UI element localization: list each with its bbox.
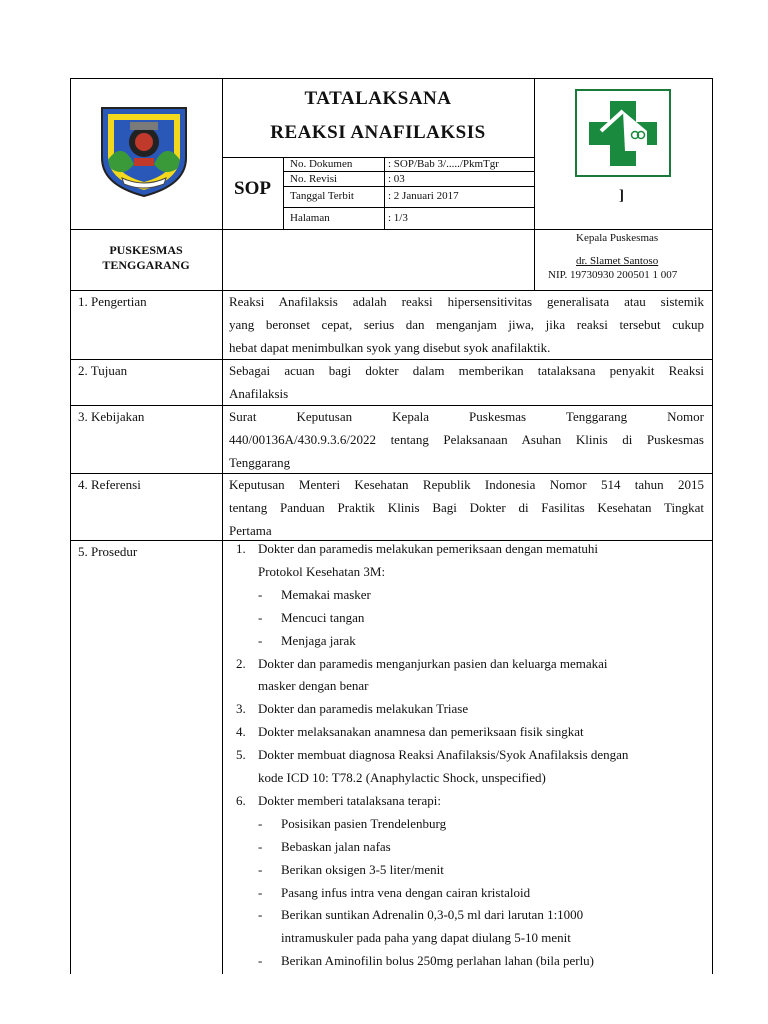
procedure-subitem: Memakai masker bbox=[281, 586, 371, 602]
bullet-dash: - bbox=[258, 953, 263, 969]
signature-mark: ] bbox=[619, 188, 624, 204]
signer-nip: NIP. 19730930 200501 1 007 bbox=[548, 269, 678, 281]
org-name: PUSKESMAS TENGGARANG bbox=[102, 243, 190, 272]
procedure-step: Dokter dan paramedis menganjurkan pasien dan keluarga memakai bbox=[258, 655, 608, 671]
procedure-step: Dokter dan paramedis melakukan Triase bbox=[258, 701, 469, 717]
procedure-step: Protokol Kesehatan 3M: bbox=[258, 563, 386, 579]
procedure-step: Dokter dan paramedis melakukan pemeriksaan dengan mematuhi bbox=[258, 541, 599, 556]
section-label-kebijakan: 3. Kebijakan bbox=[78, 409, 145, 424]
procedure-step: masker dengan benar bbox=[258, 678, 369, 694]
procedure-subitem: Berikan oksigen 3-5 liter/menit bbox=[281, 861, 444, 877]
meta-value-page: : 1/3 bbox=[388, 212, 408, 224]
kebijakan-line: Surat Keputusan Kepala Puskesmas Tenggarang Nomor bbox=[229, 409, 704, 424]
regional-emblem-logo bbox=[94, 100, 194, 200]
tujuan-line: Anafilaksis bbox=[229, 386, 289, 401]
sop-label: SOP bbox=[234, 178, 271, 199]
bullet-dash: - bbox=[258, 884, 263, 900]
section-label-tujuan: 2. Tujuan bbox=[78, 363, 128, 378]
bullet-dash: - bbox=[258, 838, 263, 854]
section-label-pengertian: 1. Pengertian bbox=[78, 294, 147, 309]
bullet-dash: - bbox=[258, 907, 263, 923]
bullet-dash: - bbox=[258, 815, 263, 831]
document-title-line1: TATALAKSANA bbox=[304, 88, 452, 109]
puskesmas-logo bbox=[575, 89, 671, 177]
bullet-dash: - bbox=[258, 609, 263, 625]
pengertian-line: yang beronset cepat, serius dan menganjam jiwa, jika reaksi tersebut cukup bbox=[229, 317, 704, 332]
meta-label-doc: No. Dokumen bbox=[290, 158, 353, 170]
step-number: 5. bbox=[236, 747, 246, 763]
document-title-line2: REAKSI ANAFILAKSIS bbox=[270, 122, 486, 143]
procedure-step: kode ICD 10: T78.2 (Anaphylactic Shock, unspecified) bbox=[258, 770, 546, 785]
procedure-step: Dokter memberi tatalaksana terapi: bbox=[258, 792, 442, 808]
procedure-subitem: Mencuci tangan bbox=[281, 609, 365, 625]
referensi-line: tentang Panduan Praktik Klinis Bagi Dokter di Fasilitas Kesehatan Tingkat bbox=[229, 500, 704, 515]
procedure-step: Dokter melaksanakan anamnesa dan pemeriksaan fisik singkat bbox=[258, 724, 584, 740]
procedure-subitem: Posisikan pasien Trendelenburg bbox=[281, 815, 447, 831]
signer-title: Kepala Puskesmas bbox=[576, 232, 659, 244]
bullet-dash: - bbox=[258, 586, 263, 602]
step-number: 1. bbox=[236, 541, 246, 556]
bullet-dash: - bbox=[258, 632, 263, 648]
meta-value-date: : 2 Januari 2017 bbox=[388, 190, 459, 202]
procedure-subitem: Bebaskan jalan nafas bbox=[281, 838, 391, 854]
procedure-subitem: Berikan Aminofilin bolus 250mg perlahan lahan (bila perlu) bbox=[281, 953, 595, 969]
bullet-dash: - bbox=[258, 861, 263, 877]
kebijakan-line: Tenggarang bbox=[229, 455, 291, 470]
step-number: 6. bbox=[236, 792, 246, 808]
procedure-subitem: intramuskuler pada paha yang dapat diulang 5-10 menit bbox=[281, 930, 571, 946]
pengertian-line: hebat dapat menimbulkan syok yang disebut syok anafilaktik. bbox=[229, 340, 551, 355]
kebijakan-line: 440/00136A/430.9.3.6/2022 tentang Pelaksanaan Asuhan Klinis di Puskesmas bbox=[229, 432, 704, 447]
referensi-line: Keputusan Menteri Kesehatan Republik Indonesia Nomor 514 tahun 2015 bbox=[229, 477, 704, 492]
meta-label-rev: No. Revisi bbox=[290, 173, 338, 185]
procedure-subitem: Menjaga jarak bbox=[281, 632, 356, 648]
referensi-line: Pertama bbox=[229, 523, 272, 538]
meta-value-doc: : SOP/Bab 3/...../PkmTgr bbox=[388, 158, 499, 170]
section-label-referensi: 4. Referensi bbox=[78, 477, 141, 492]
meta-label-date: Tanggal Terbit bbox=[290, 190, 354, 202]
step-number: 4. bbox=[236, 724, 246, 740]
signer-name: dr. Slamet Santoso bbox=[576, 255, 659, 267]
procedure-subitem: Pasang infus intra vena dengan cairan kristaloid bbox=[281, 884, 531, 900]
step-number: 3. bbox=[236, 701, 246, 717]
step-number: 2. bbox=[236, 655, 246, 671]
section-label-prosedur: 5. Prosedur bbox=[78, 544, 138, 559]
meta-value-rev: : 03 bbox=[388, 173, 405, 185]
meta-label-page: Halaman bbox=[290, 212, 330, 224]
pengertian-line: Reaksi Anafilaksis adalah reaksi hipersensitivitas generalisata atau sistemik bbox=[229, 294, 704, 309]
procedure-subitem: Berikan suntikan Adrenalin 0,3-0,5 ml dari larutan 1:1000 bbox=[281, 907, 584, 923]
tujuan-line: Sebagai acuan bagi dokter dalam memberikan tatalaksana penyakit Reaksi bbox=[229, 363, 704, 378]
procedure-step: Dokter membuat diagnosa Reaksi Anafilaksis/Syok Anafilaksis dengan bbox=[258, 747, 629, 763]
